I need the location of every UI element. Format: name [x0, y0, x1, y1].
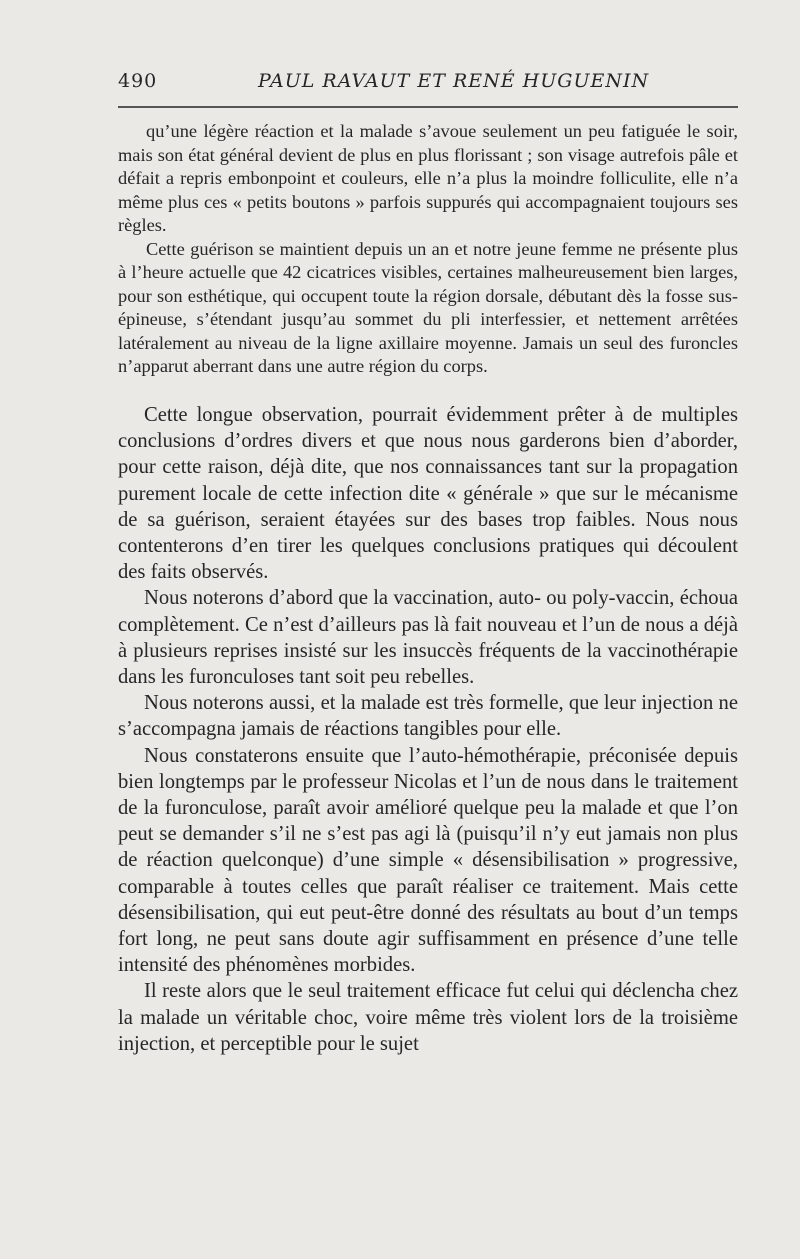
paragraph: Il reste alors que le seul traitement efficace fut celui qui déclencha chez la malade un véritable choc, voire même très violent lors de la troisième injection, et perceptible pour le sujet [118, 980, 738, 1055]
header-rule [118, 106, 738, 108]
page-number: 490 [118, 70, 158, 92]
page-header [118, 70, 738, 100]
paragraph: Cette longue observation, pourrait évidemment prêter à de multiples conclusions d’ordres divers et que nous nous garderons bien d’aborder, pour cette raison, déjà dite, que nos connaissances tant sur la propagation purement locale de cette infection dite « générale » que sur le mécanisme de sa guérison, seraient étayées sur des bases trop faibles. Nous nous contenterons d’en tirer les quelques conclusions pratiques qui découlent des faits observés. [118, 404, 738, 584]
paragraph: Cette guérison se maintient depuis un an et notre jeune femme ne présente plus à l’heure actuelle que 42 cicatrices visibles, certaines malheureusement bien larges, pour son esthétique, qui occupent toute la région dorsale, débutant dès la fosse sus-épineuse, s’étendant jusqu’au sommet du pli interfessier, et nettement arrêtées latéralement au niveau de la ligne axillaire moyenne. Jamais un seul des furoncles n’apparut aberrant dans une autre région du corps. [118, 238, 738, 376]
observation-text [118, 120, 738, 379]
paragraph: qu’une légère réaction et la malade s’avoue seulement un peu fatiguée le soir, mais son état général devient de plus en plus florissant ; son visage autrefois pâle et défait a repris embonpoint et couleurs, elle n’a plus la moindre folliculite, elle n’a même plus ces « petits boutons » parfois suppurés qui accompagnaient toujours ses règles. [118, 121, 738, 235]
paragraph: Nous constaterons ensuite que l’auto-hémothérapie, préconisée depuis bien longtemps par le professeur Nicolas et l’un de nous dans le traitement de la furonculose, paraît avoir amélioré quelque peu la malade et que l’on peut se demander s’il ne s’est pas agi là (puisqu’il n’y eut jamais non plus de réaction quelconque) d’une simple « désensibilisation » progressive, comparable à toutes celles que paraît réaliser ce traitement. Mais cette désensibilisation, qui eut peut-être donné des résultats au bout d’un temps fort long, ne peut sans doute agir suffisamment en présence d’une telle intensité des phénomènes morbides. [118, 744, 738, 977]
running-title: PAUL RAVAUT ET RENÉ HUGUENIN [258, 70, 650, 92]
paragraph: Nous noterons d’abord que la vaccination, auto- ou poly-vaccin, échoua complètement. Ce n’est d’ailleurs pas là fait nouveau et l’un de nous a déjà à plusieurs reprises insisté sur les insuccès fréquents de la vaccinothérapie dans les furonculoses tant soit peu rebelles. [118, 587, 738, 689]
paragraph: Nous noterons aussi, et la malade est très formelle, que leur injection ne s’accompagna jamais de réactions tangibles pour elle. [118, 692, 738, 741]
discussion-text [118, 402, 738, 1057]
